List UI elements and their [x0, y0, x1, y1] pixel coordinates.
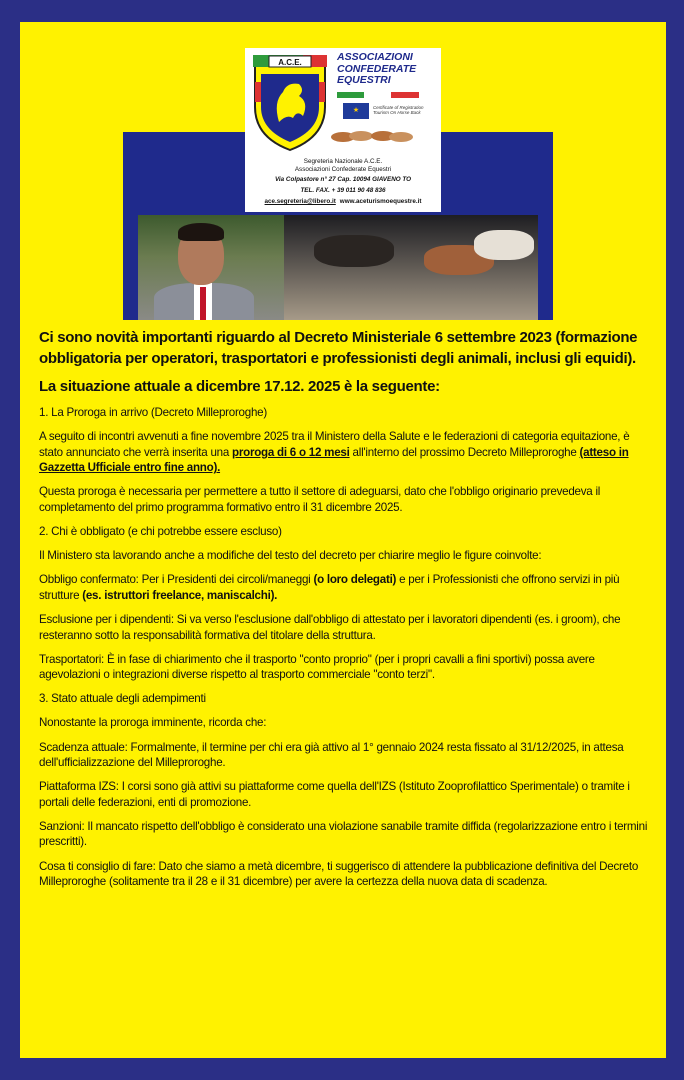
- brand-line: ASSOCIAZIONI: [337, 51, 413, 63]
- section-3-paragraph: Scadenza attuale: Formalmente, il termine per chi era già attivo al 1° gennaio 2024 resta fissato al 31/12/2025, in attesa dell'ufficializzazione del Milleproroghe.: [39, 740, 624, 770]
- horses-illustration: [329, 124, 415, 148]
- ace-shield-logo: [251, 52, 329, 152]
- brand-line: EQUESTRI: [337, 74, 391, 86]
- logo-brand-name: [337, 52, 416, 87]
- section-2-title: 2. Chi è obbligato (e chi potrebbe essere escluso): [39, 525, 282, 539]
- street-address: Via Colpastore n° 27 Cap. 10094 GIAVENO TO: [274, 176, 412, 183]
- ace-logo-card: [245, 48, 441, 212]
- section-2-paragraph: Esclusione per i dipendenti: Si va verso l'esclusione dall'obbligo di attestato per i lavoratori dipendenti (es. i groom), che resteranno sotto la responsabilità formativa del titolare della struttura.: [39, 612, 621, 642]
- address-line: Segreteria Nazionale A.C.E.: [303, 158, 383, 165]
- address-line: Associazioni Confederate Equestri: [294, 166, 392, 173]
- section-3-paragraph: Nonostante la proroga imminente, ricorda che:: [39, 716, 267, 730]
- section-1-paragraph: A seguito di incontri avvenuti a fine novembre 2025 tra il Ministero della Salute e le federazioni di categoria equitazione, è stato annunciato che verrà inserita una proroga di 6 o 12 mesi all'interno del prossimo Decreto Milleproroghe (atteso in Gazzetta Ufficiale entro fine anno).: [39, 430, 630, 475]
- section-2-paragraph: Obbligo confermato: Per i Presidenti dei circoli/maneggi (o loro delegati) e per i Professionisti che offrono servizi in più strutture (es. istruttori freelance, maniscalchi).: [39, 573, 620, 602]
- portrait-photo: [138, 215, 284, 320]
- section-2-paragraph: Il Ministero sta lavorando anche a modifiche del testo del decreto per chiarire meglio le figure coinvolte:: [39, 549, 542, 563]
- section-1-paragraph: Questa proroga è necessaria per permettere a tutto il settore di adeguarsi, dato che l'obbligo originario prevedeva il completamento del primo programma formativo entro il 31 dicembre 2025.: [39, 485, 601, 514]
- section-3-paragraph: Cosa ti consiglio di fare: Dato che siamo a metà dicembre, ti suggerisco di attendere la pubblicazione definitiva del Decreto Milleproroghe (solitamente tra il 28 e il 31 dicembre) per avere la certezza della nuova data di scadenza.: [39, 859, 639, 889]
- headline: Ci sono novità importanti riguardo al Decreto Ministeriale 6 settembre 2023 (formazione obbligatoria per operatori, trasportatori e professionisti degli animali, inclusi gli equidi).: [39, 329, 638, 367]
- section-3-title: 3. Stato attuale degli adempimenti: [39, 692, 206, 706]
- section-3-paragraph: Piattaforma IZS: I corsi sono già attivi su piattaforme come quella dell'IZS (Istituto Zooprofilattico Sperimentale) o tramite i portali delle federazioni, enti di promozione.: [39, 780, 630, 809]
- logo-badge-text: A.C.E.: [278, 58, 302, 67]
- horses-photo: [284, 215, 538, 320]
- certificate-text: Certificate of Registration Tourism On Horse Back: [373, 105, 424, 115]
- italian-flag-stripe: [337, 92, 419, 98]
- phone-number: TEL. FAX. + 39 011 90 48 836: [300, 187, 386, 194]
- subheadline: La situazione attuale a dicembre 17.12. 2025 è la seguente:: [39, 378, 440, 395]
- website-link[interactable]: www.aceturismoequestre.it: [339, 198, 422, 205]
- header-photos: [138, 215, 538, 320]
- eu-flag-icon: ★: [343, 103, 369, 119]
- section-1-title: 1. La Proroga in arrivo (Decreto Milleproroghe): [39, 406, 267, 419]
- section-3-paragraph: Sanzioni: Il mancato rispetto dell'obbligo è considerato una violazione sanabile tramite diffida (regolarizzazione entro i termini prescritti).: [39, 819, 648, 849]
- email-link[interactable]: ace.segreteria@libero.it: [264, 198, 336, 205]
- brand-line: CONFEDERATE: [337, 62, 417, 75]
- article-body: [39, 327, 651, 898]
- flyer-page: [20, 22, 666, 1058]
- section-2-paragraph: Trasportatori: È in fase di chiarimento che il trasporto "conto proprio" (per i propri cavalli a fini sportivi) possa avere agevolazioni o integrazioni diverse rispetto al trasporto commerciale "conto terzi".: [39, 652, 595, 682]
- logo-address-block: [245, 156, 441, 207]
